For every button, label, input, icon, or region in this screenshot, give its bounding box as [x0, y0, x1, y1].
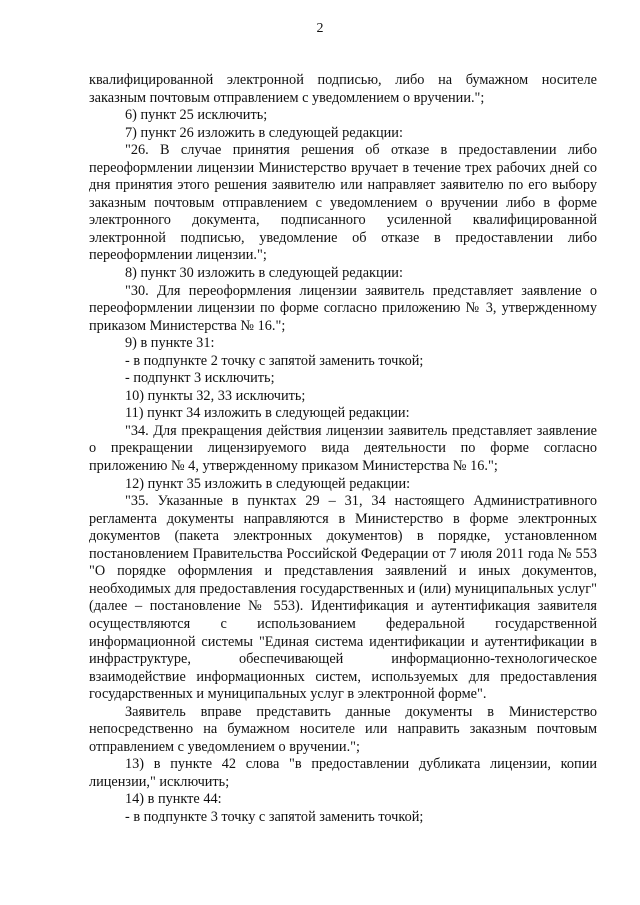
- paragraph-item-7: 7) пункт 26 изложить в следующей редакции:: [125, 124, 403, 141]
- paragraph-item-8: 8) пункт 30 изложить в следующей редакции:: [125, 265, 403, 282]
- paragraph-sub-item-9-1: - в подпункте 2 точку с запятой заменить точкой;: [125, 352, 424, 369]
- paragraph-item-14: 14) в пункте 44:: [125, 791, 222, 808]
- paragraph-clause-26: "26. В случае принятия решения об отказе в предоставлении либо переоформлении лицензии Министерство вручает в течение трех рабочих дней со дня принятия этого решения заявителю или направляет заявителю по его выбору заказным почтовым отправлением с уведомлением о вручении либо в форме электронного документа, подписанного усиленной квалифицированной электронной подписью, уведомление об отказе в предоставлении либо переоформлении лицензии.";: [89, 142, 597, 264]
- paragraph-sub-item-9-2: - подпункт 3 исключить;: [125, 370, 275, 387]
- paragraph-continuation: квалифицированной электронной подписью, либо на бумажном носителе заказным почтовым отправлением с уведомлением о вручении.";: [89, 72, 597, 106]
- paragraph-clause-35-applicant: Заявитель вправе представить данные документы в Министерство непосредственно на бумажном носителе или направить заказным почтовым отправлением с уведомлением о вручении.";: [89, 703, 597, 755]
- paragraph-item-13: 13) в пункте 42 слова "в предоставлении дубликата лицензии, копии лицензии," исключить;: [89, 756, 597, 790]
- paragraph-clause-30: "30. Для переоформления лицензии заявитель представляет заявление о переоформлении лицензии по форме согласно приложению № 3, утвержденному приказом Министерства № 16.";: [89, 282, 597, 334]
- paragraph-item-12: 12) пункт 35 изложить в следующей редакции:: [125, 475, 411, 492]
- paragraph-item-6: 6) пункт 25 исключить;: [125, 107, 268, 124]
- paragraph-clause-35: "35. Указанные в пунктах 29 – 31, 34 настоящего Административного регламента документы направляются в Министерство в форме электронных документов (пакета электронных документов) в порядке, установленном постановлением Правительства Российской Федерации от 7 июля 2011 года № 553 "О порядке оформления и представления заявлений и иных документов, необходимых для предоставления государственных и (или) муниципальных услуг" (далее – постановление № 553). Идентификация и аутентификация заявителя осуществляются с использованием федеральной государственной информационной системы "Единая система идентификации и аутентификации в инфраструктуре, обеспечивающей информационно-технологическое взаимодействие информационных систем, используемых для предоставления государственных и муниципальных услуг в электронной форме".: [89, 493, 597, 703]
- paragraph-item-10: 10) пункты 32, 33 исключить;: [125, 387, 306, 404]
- paragraph-sub-item-14-1: - в подпункте 3 точку с запятой заменить точкой;: [125, 808, 424, 825]
- paragraph-item-11: 11) пункт 34 изложить в следующей редакции:: [125, 405, 410, 422]
- document-body: [89, 72, 597, 827]
- page-number: 2: [316, 21, 324, 36]
- paragraph-item-9: 9) в пункте 31:: [125, 335, 215, 352]
- paragraph-clause-34: "34. Для прекращения действия лицензии заявитель представляет заявление о прекращении лицензируемого вида деятельности по форме согласно приложению № 4, утвержденному приказом Министерства № 16.";: [89, 422, 597, 475]
